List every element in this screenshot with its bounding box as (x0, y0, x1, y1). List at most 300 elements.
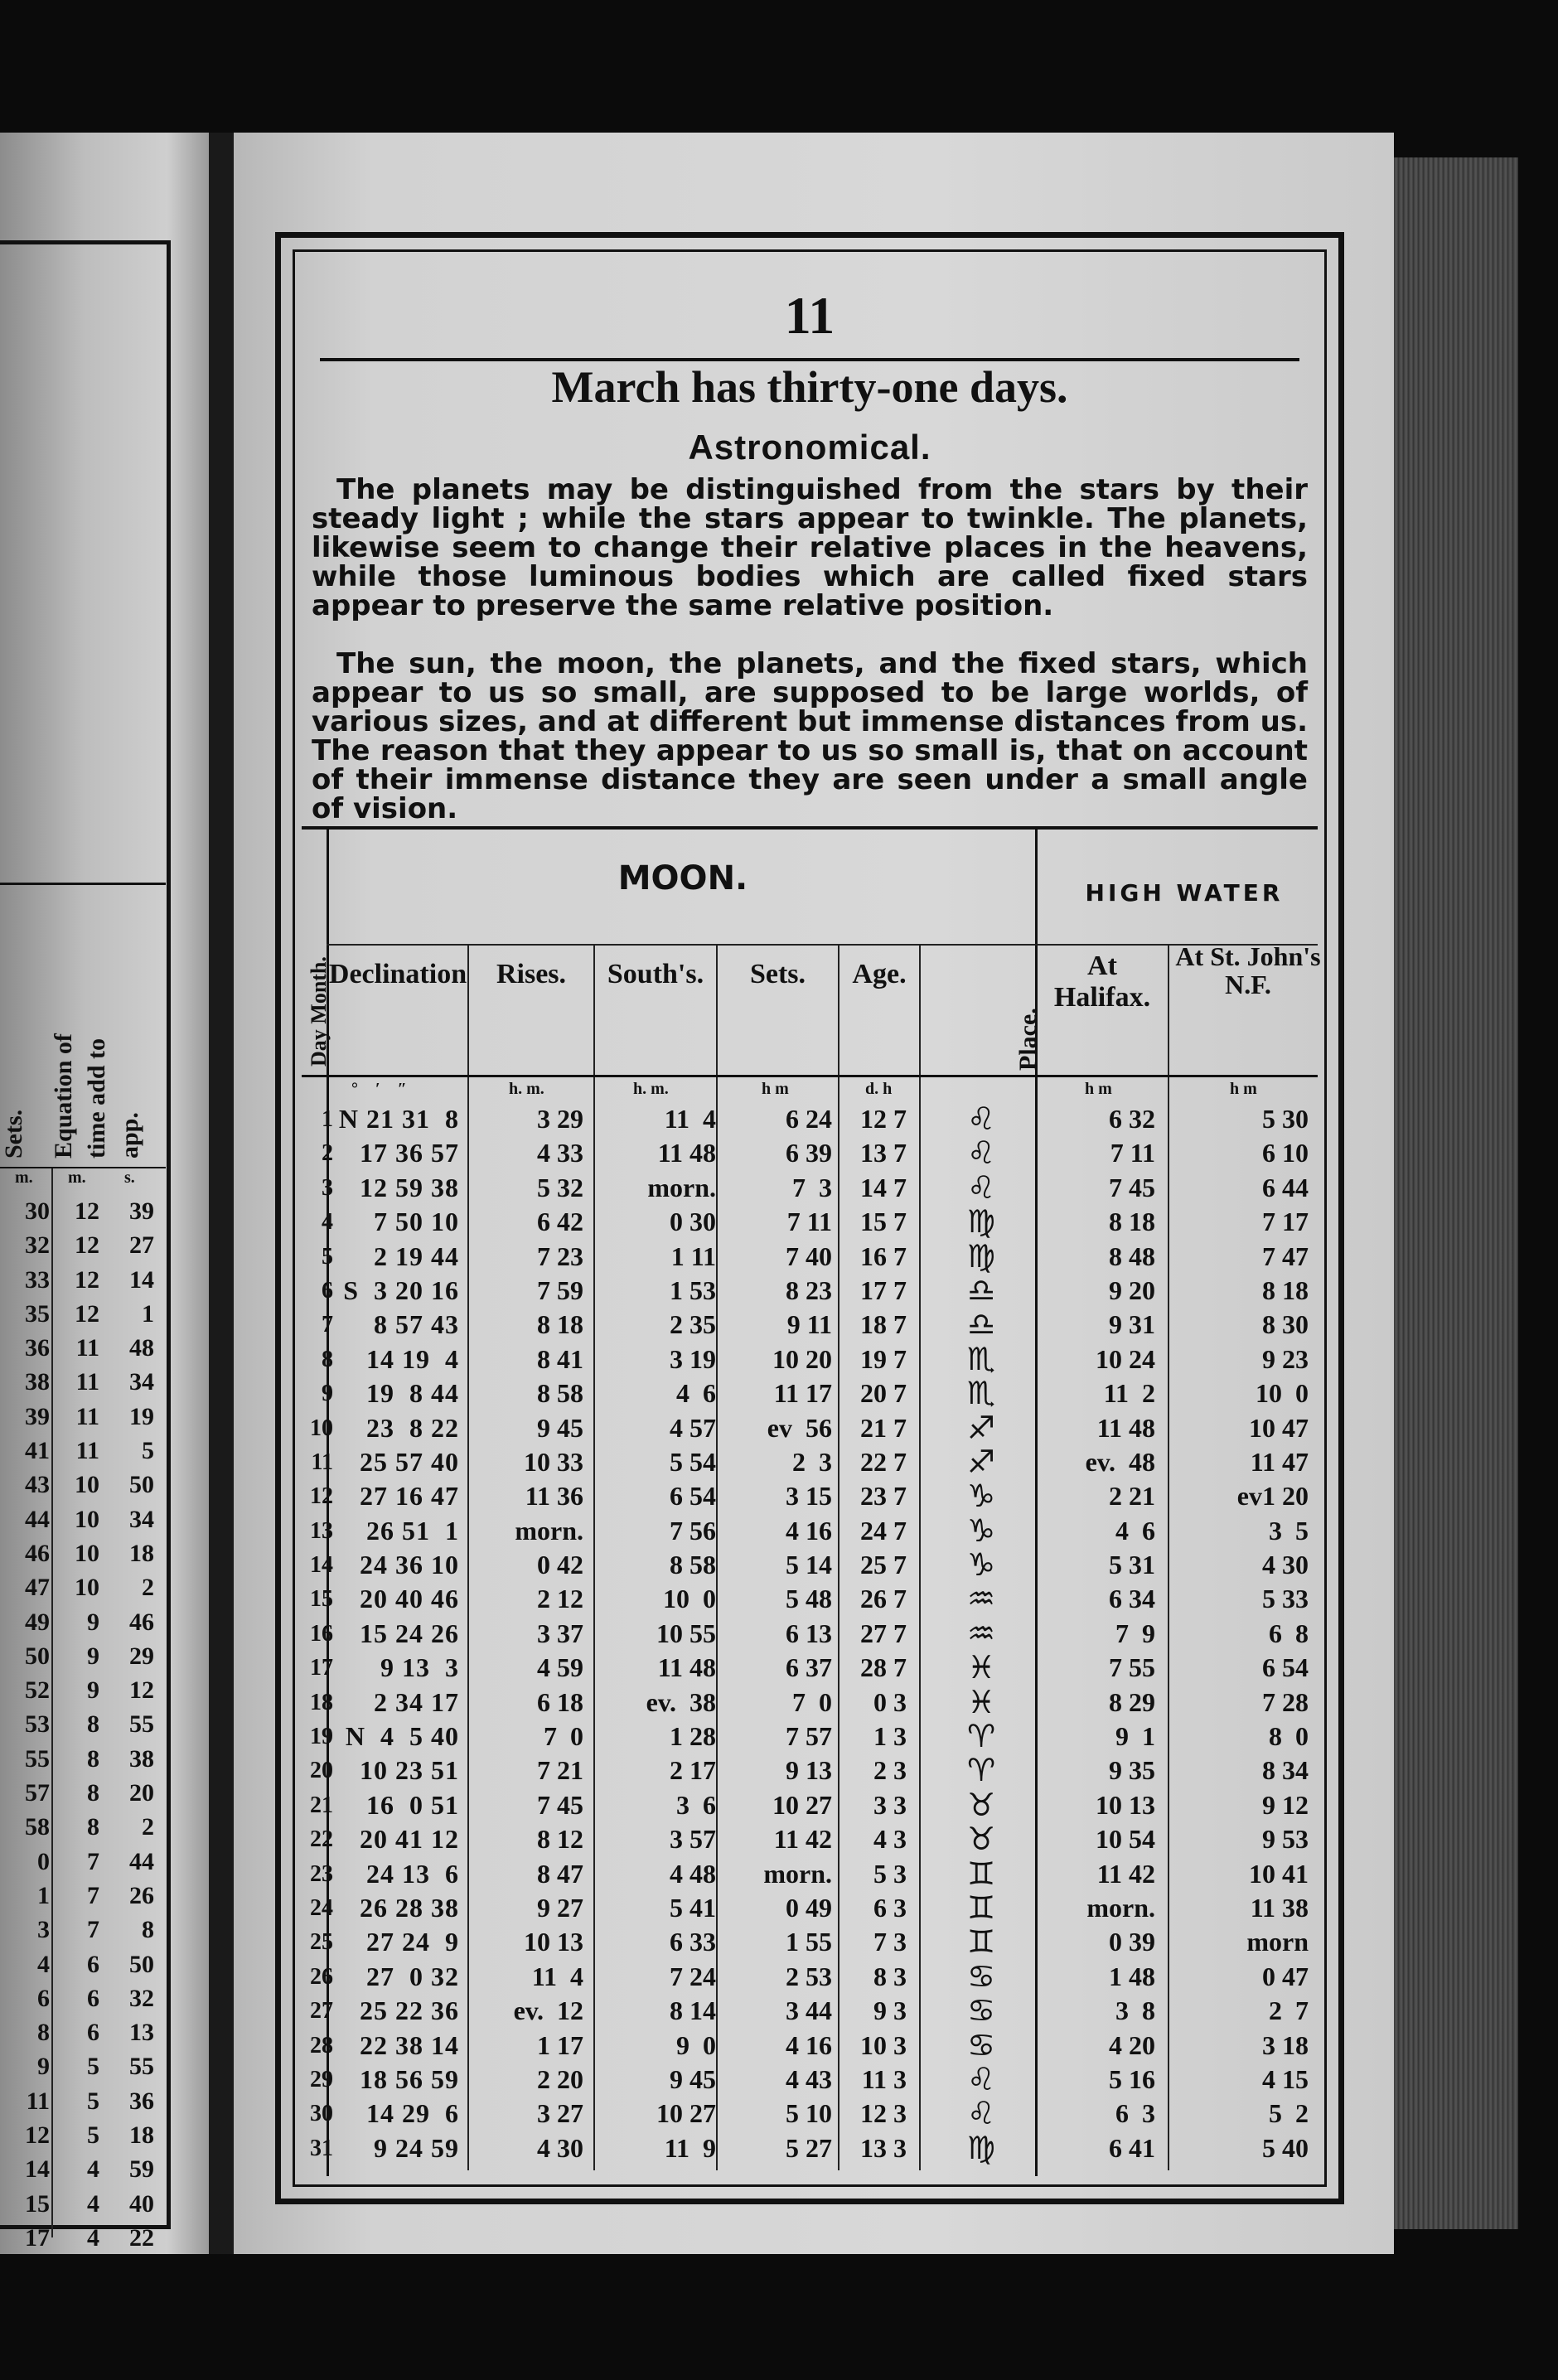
day-cell: 15 (310, 1586, 333, 1613)
rises-cell: 0 42 (537, 1550, 583, 1580)
place-sign-cell: ♌ (966, 1134, 996, 1172)
stjohns-cell: 4 15 (1262, 2063, 1309, 2094)
age-cell: 6 3 (873, 1892, 907, 1923)
day-cell: 27 (310, 1998, 333, 2024)
sets-cell: 6 39 (786, 1138, 832, 1168)
previous-page-cell: 6 (37, 1984, 50, 2012)
previous-page-cell: 49 (25, 1608, 50, 1636)
unit-stjohns: h m (1230, 1080, 1257, 1098)
day-cell: 23 (310, 1860, 333, 1887)
rises-cell: 4 59 (537, 1652, 583, 1683)
declination-cell: 27 16 47 (360, 1481, 459, 1512)
previous-page-row (0, 1368, 166, 1402)
day-cell: 24 (310, 1894, 333, 1921)
previous-page-cell: 15 (25, 2189, 50, 2218)
age-cell: 17 7 (860, 1275, 907, 1305)
day-cell: 21 (310, 1792, 333, 1818)
previous-sets-header: Sets. (0, 1109, 27, 1159)
declination-header: Declination (328, 959, 467, 989)
previous-page-cell: 5 (142, 1437, 154, 1465)
table-row (302, 1788, 1318, 1822)
previous-page-cell: 8 (87, 1744, 99, 1773)
souths-cell: 1 53 (670, 1275, 716, 1305)
day-cell: 9 (322, 1381, 333, 1407)
declination-cell: 8 57 43 (374, 1309, 459, 1340)
rises-cell: 6 42 (537, 1207, 583, 1237)
previous-page-row (0, 1403, 166, 1437)
stjohns-header: At St. John's N.F. (1175, 941, 1321, 999)
table-row (302, 1754, 1318, 1787)
souths-cell: 2 35 (670, 1309, 716, 1340)
halifax-cell: 9 20 (1109, 1275, 1155, 1305)
souths-cell: 8 58 (670, 1550, 716, 1580)
souths-cell: 8 14 (670, 1995, 716, 2026)
declination-cell: 10 23 51 (360, 1755, 459, 1786)
declination-cell: 15 24 26 (360, 1618, 459, 1648)
sets-cell: 7 3 (792, 1172, 832, 1202)
age-cell: 25 7 (860, 1550, 907, 1580)
sets-cell: 5 27 (786, 2132, 832, 2163)
table-row (302, 1925, 1318, 1959)
previous-page-row (0, 1951, 166, 1985)
halifax-cell: 8 48 (1109, 1241, 1155, 1271)
place-sign-cell: ♊ (966, 1889, 996, 1926)
sets-cell: 5 48 (786, 1584, 832, 1614)
previous-page-cell: 30 (25, 1197, 50, 1225)
stjohns-cell: 5 2 (1269, 2098, 1309, 2129)
previous-page-row (0, 1916, 166, 1950)
sets-cell: 2 3 (792, 1446, 832, 1477)
rises-cell: 4 33 (537, 1138, 583, 1168)
age-cell: 21 7 (860, 1412, 907, 1443)
sets-cell: 5 10 (786, 2098, 832, 2129)
sets-cell: 5 14 (786, 1550, 832, 1580)
declination-cell: 12 59 38 (360, 1172, 459, 1202)
day-cell: 1 (322, 1106, 333, 1132)
previous-page-row (0, 1574, 166, 1608)
previous-page-row (0, 1676, 166, 1710)
souths-cell: 3 19 (670, 1343, 716, 1374)
day-cell: 10 (310, 1415, 333, 1441)
rises-cell: 10 33 (524, 1446, 583, 1477)
previous-page-cell: 4 (37, 1950, 50, 1978)
previous-page-cell: 1 (37, 1881, 50, 1909)
previous-page-cell: 36 (25, 1334, 50, 1362)
day-cell: 19 (310, 1724, 333, 1750)
stjohns-cell: 8 18 (1262, 1275, 1309, 1305)
stjohns-cell: 6 10 (1262, 1138, 1309, 1168)
table-row (302, 1102, 1318, 1136)
declination-cell: 27 0 32 (366, 1961, 459, 1991)
stjohns-cell: 3 5 (1269, 1515, 1309, 1546)
place-sign-cell: ♍ (966, 1203, 996, 1241)
halifax-cell: 4 6 (1115, 1515, 1155, 1546)
souths-cell: 9 0 (676, 2029, 716, 2060)
previous-page-cell: 50 (129, 1950, 154, 1978)
declination-cell: 2 34 17 (374, 1686, 459, 1717)
age-cell: 22 7 (860, 1446, 907, 1477)
day-cell: 7 (322, 1312, 333, 1338)
previous-unit-sets: m. (15, 1168, 33, 1187)
day-cell: 16 (310, 1620, 333, 1647)
previous-page-cell: 6 (87, 2019, 99, 2047)
rises-cell: 3 29 (537, 1104, 583, 1134)
book-page-edges (1394, 157, 1518, 2229)
rises-cell: morn. (515, 1515, 583, 1546)
table-row (302, 1479, 1318, 1513)
previous-page-cell: 58 (25, 1813, 50, 1841)
previous-page-cell: 8 (87, 1779, 99, 1807)
previous-page-cell: 43 (25, 1471, 50, 1499)
table-row (302, 1822, 1318, 1856)
age-cell: 15 7 (860, 1207, 907, 1237)
previous-page-cell: 11 (75, 1368, 99, 1396)
paragraph-sun-moon: The sun, the moon, the planets, and the fixed stars, which appear to us so small, are supposed to be large worlds, of various sizes, and at different but immense distances from us. The reason that they appear to us so small is, that on account of their immense distance they are seen under a small angle of vision. (312, 647, 1308, 825)
previous-page-cell: 40 (129, 2189, 154, 2218)
stjohns-cell: 10 47 (1249, 1412, 1309, 1443)
halifax-cell: 7 11 (1110, 1138, 1155, 1168)
souths-cell: 6 54 (670, 1481, 716, 1512)
previous-page-row (0, 1540, 166, 1574)
place-sign-cell: ♋ (966, 1957, 996, 1995)
day-cell: 25 (310, 1929, 333, 1956)
previous-page-cell: 32 (129, 1984, 154, 2012)
book-gutter (209, 133, 234, 2254)
souths-cell: 7 56 (670, 1515, 716, 1546)
stjohns-cell: 9 12 (1262, 1789, 1309, 1820)
previous-page-cell: 27 (129, 1231, 154, 1260)
previous-page-cell: 10 (75, 1471, 99, 1499)
declination-cell: 18 56 59 (360, 2063, 459, 2094)
declination-cell: 26 28 38 (360, 1892, 459, 1923)
table-row (302, 1445, 1318, 1479)
table-row (302, 1136, 1318, 1170)
stjohns-cell: morn (1246, 1927, 1309, 1957)
halifax-header: At Halifax. (1053, 951, 1151, 1013)
previous-page-units (0, 1168, 166, 1193)
sets-cell: 7 57 (786, 1721, 832, 1752)
previous-page-row (0, 1882, 166, 1916)
day-cell: 13 (310, 1517, 333, 1544)
previous-page-cell: 10 (75, 1505, 99, 1533)
age-cell: 11 3 (861, 2063, 907, 2094)
place-sign-cell: ♑ (966, 1478, 996, 1515)
previous-page-cell: 4 (87, 2223, 99, 2252)
previous-page-cell: 14 (129, 1265, 154, 1294)
previous-page-cell: 9 (87, 1608, 99, 1636)
declination-cell: 20 41 12 (360, 1824, 459, 1855)
previous-page-cell: 9 (87, 1676, 99, 1705)
place-sign-cell: ♒ (966, 1580, 996, 1618)
rises-cell: 3 27 (537, 2098, 583, 2129)
page-inner-frame (293, 249, 1327, 2187)
day-cell: 14 (310, 1552, 333, 1579)
day-cell: 2 (322, 1140, 333, 1167)
place-sign-cell: ♊ (966, 1923, 996, 1961)
previous-page-cell: 57 (25, 1779, 50, 1807)
sets-cell: 4 16 (786, 1515, 832, 1546)
stjohns-cell: 6 44 (1262, 1172, 1309, 1202)
previous-page-cell: 33 (25, 1265, 50, 1294)
previous-page-cell: 39 (129, 1197, 154, 1225)
place-sign-cell: ♈ (966, 1718, 996, 1755)
stjohns-cell: 9 23 (1262, 1343, 1309, 1374)
day-cell: 12 (310, 1483, 333, 1510)
previous-unit-eq-s: s. (124, 1168, 135, 1187)
age-cell: 28 7 (860, 1652, 907, 1683)
previous-page-cell: 44 (25, 1505, 50, 1533)
halifax-cell: 9 1 (1115, 1721, 1155, 1752)
age-cell: 5 3 (873, 1858, 907, 1889)
previous-page-cell: 50 (25, 1642, 50, 1670)
age-cell: 18 7 (860, 1309, 907, 1340)
place-sign-cell: ♑ (966, 1512, 996, 1549)
previous-page-cell: 18 (129, 1539, 154, 1567)
age-cell: 19 7 (860, 1343, 907, 1374)
declination-cell: 19 8 44 (366, 1378, 459, 1409)
previous-page-cell: 14 (25, 2155, 50, 2184)
table-row (302, 1237, 1318, 1275)
declination-cell: 25 57 40 (360, 1446, 459, 1477)
halifax-cell: 7 9 (1115, 1618, 1155, 1648)
place-sign-cell: ♌ (966, 2060, 996, 2097)
stjohns-cell: 5 30 (1262, 1104, 1309, 1134)
declination-cell: 9 13 3 (380, 1652, 459, 1683)
previous-page-cell: 2 (142, 1813, 154, 1841)
previous-page-row (0, 2155, 166, 2189)
place-sign-cell: ♎ (966, 1271, 996, 1309)
rises-cell: 7 23 (537, 1241, 583, 1271)
day-of-month-header: Day Month. (307, 956, 331, 1067)
stjohns-cell: 7 47 (1262, 1241, 1309, 1271)
stjohns-cell: 8 0 (1269, 1721, 1309, 1752)
previous-equation-header-line1: Equation of (50, 1033, 77, 1159)
unit-halifax: h m (1085, 1080, 1112, 1098)
rises-cell: 6 18 (537, 1686, 583, 1717)
declination-cell: 9 24 59 (374, 2132, 459, 2163)
stjohns-cell: 6 8 (1269, 1618, 1309, 1648)
day-cell: 6 (322, 1277, 333, 1304)
place-sign-cell: ♌ (966, 1101, 996, 1137)
place-sign-cell: ♏ (966, 1340, 996, 1377)
previous-page-cell: 7 (87, 1881, 99, 1909)
day-cell: 29 (310, 2066, 333, 2092)
halifax-cell: 11 2 (1103, 1378, 1155, 1409)
previous-page-row (0, 2053, 166, 2087)
rises-cell: 10 13 (524, 1927, 583, 1957)
halifax-cell: 5 16 (1109, 2063, 1155, 2094)
declination-cell: 2 19 44 (374, 1241, 459, 1271)
previous-page-cell: 3 (37, 1916, 50, 1944)
declination-cell: 7 50 10 (374, 1207, 459, 1237)
previous-page-cell: 41 (25, 1437, 50, 1465)
almanac-page (234, 133, 1394, 2254)
previous-page-cell: 47 (25, 1574, 50, 1602)
table-row (302, 1891, 1318, 1925)
sets-cell: 11 42 (773, 1824, 832, 1855)
rises-cell: 8 58 (537, 1378, 583, 1409)
sets-header: Sets. (749, 959, 806, 989)
rises-cell: 8 18 (537, 1309, 583, 1340)
age-cell: 26 7 (860, 1584, 907, 1614)
page-number: 11 (784, 286, 835, 345)
previous-page-row (0, 1197, 166, 1231)
declination-cell: 25 22 36 (360, 1995, 459, 2026)
sets-cell: 9 11 (786, 1309, 832, 1340)
previous-page-cell: 19 (129, 1402, 154, 1430)
previous-page-row (0, 1471, 166, 1505)
previous-page-cell: 26 (129, 1881, 154, 1909)
sets-cell: 7 11 (786, 1207, 832, 1237)
place-sign-cell: ♓ (966, 1683, 996, 1720)
previous-page-cell: 8 (87, 1710, 99, 1739)
halifax-cell: 6 34 (1109, 1584, 1155, 1614)
previous-page-cell: 29 (129, 1642, 154, 1670)
previous-page-cell: 11 (26, 2087, 50, 2115)
souths-cell: ev. 38 (646, 1686, 716, 1717)
souths-cell: 11 9 (664, 2132, 716, 2163)
age-cell: 1 3 (873, 1721, 907, 1752)
souths-cell: 10 27 (656, 2098, 716, 2129)
halifax-cell: 6 3 (1115, 2098, 1155, 2129)
previous-page-cell: 34 (129, 1505, 154, 1533)
previous-page-row (0, 1779, 166, 1813)
halifax-cell: 10 13 (1096, 1789, 1155, 1820)
previous-equation-header-line2: time add to (83, 1038, 110, 1159)
souths-cell: 6 33 (670, 1927, 716, 1957)
halifax-cell: 7 45 (1109, 1172, 1155, 1202)
previous-page-cell: 32 (25, 1231, 50, 1260)
place-sign-cell: ♍ (966, 2129, 996, 2166)
previous-page-cell: 5 (87, 2053, 99, 2081)
previous-page-row (0, 2121, 166, 2155)
stjohns-cell: 11 47 (1250, 1446, 1309, 1477)
place-sign-cell: ♋ (966, 1992, 996, 2029)
previous-page-cell: 1 (142, 1299, 154, 1328)
previous-page-cell: 55 (25, 1744, 50, 1773)
previous-page-cell: 44 (129, 1847, 154, 1875)
previous-page-cell: 5 (87, 2121, 99, 2150)
souths-cell: 11 48 (657, 1652, 716, 1683)
sets-cell: morn. (763, 1858, 832, 1889)
table-row (302, 2097, 1318, 2131)
previous-page-cell: 46 (129, 1608, 154, 1636)
previous-page-cell: 48 (129, 1334, 154, 1362)
souths-cell: 3 6 (676, 1789, 716, 1820)
unit-age: d. h (865, 1080, 893, 1098)
age-cell: 0 3 (873, 1686, 907, 1717)
table-row (302, 1683, 1318, 1720)
age-cell: 13 7 (860, 1138, 907, 1168)
previous-page-cell: 12 (75, 1299, 99, 1328)
previous-page-cell: 7 (87, 1916, 99, 1944)
previous-page-row (0, 1985, 166, 2019)
sets-cell: 9 13 (786, 1755, 832, 1786)
souths-header: South's. (607, 959, 704, 989)
previous-page-cell: 34 (129, 1368, 154, 1396)
previous-page-cell: 38 (129, 1744, 154, 1773)
previous-page-cell: 39 (25, 1402, 50, 1430)
table-row (302, 1582, 1318, 1616)
place-sign-cell: ♎ (966, 1306, 996, 1343)
declination-cell: 20 40 46 (360, 1584, 459, 1614)
previous-unit-eq-m: m. (68, 1168, 86, 1187)
previous-page-cell: 12 (75, 1197, 99, 1225)
stjohns-cell: 10 41 (1249, 1858, 1309, 1889)
sets-cell: 1 55 (786, 1927, 832, 1957)
rises-cell: 5 32 (537, 1172, 583, 1202)
table-row (302, 1957, 1318, 1995)
halifax-cell: ev. 48 (1085, 1446, 1155, 1477)
previous-page-row (0, 1710, 166, 1744)
previous-page-cell: 38 (25, 1368, 50, 1396)
souths-cell: 4 48 (670, 1858, 716, 1889)
age-cell: 20 7 (860, 1378, 907, 1409)
previous-page-cell: 9 (87, 1642, 99, 1670)
table-row (302, 2131, 1318, 2165)
previous-page-row (0, 1848, 166, 1882)
place-sign-cell: ♌ (966, 1168, 996, 1206)
halifax-cell: 6 32 (1109, 1104, 1155, 1134)
previous-page-cell: 50 (129, 1471, 154, 1499)
rises-cell: 2 20 (537, 2063, 583, 2094)
previous-page-cell: 4 (87, 2155, 99, 2184)
age-cell: 27 7 (860, 1618, 907, 1648)
previous-page-cell: 59 (129, 2155, 154, 2184)
day-cell: 5 (322, 1243, 333, 1270)
moon-table (302, 826, 1321, 2176)
day-cell: 28 (310, 2032, 333, 2058)
rises-cell: 1 17 (537, 2029, 583, 2060)
previous-page-cell: 0 (37, 1847, 50, 1875)
previous-page-cell: 46 (25, 1539, 50, 1567)
souths-cell: 11 4 (664, 1104, 716, 1134)
previous-page-cell: 6 (87, 1984, 99, 2012)
previous-page-cell: 35 (25, 1299, 50, 1328)
stjohns-cell: 11 38 (1250, 1892, 1309, 1923)
declination-cell: 26 51 1 (366, 1515, 459, 1546)
souths-cell: 0 30 (670, 1207, 716, 1237)
day-cell: 31 (310, 2135, 333, 2161)
age-cell: 14 7 (860, 1172, 907, 1202)
sets-cell: 4 16 (786, 2029, 832, 2060)
previous-page-row (0, 1437, 166, 1471)
stjohns-cell: ev1 20 (1236, 1481, 1309, 1512)
previous-page-cell: 55 (129, 2053, 154, 2081)
halifax-cell: 9 31 (1109, 1309, 1155, 1340)
souths-cell: morn. (647, 1172, 716, 1202)
declination-cell: 24 36 10 (360, 1550, 459, 1580)
sets-cell: 6 13 (786, 1618, 832, 1648)
place-sign-cell: ♊ (966, 1855, 996, 1892)
age-cell: 23 7 (860, 1481, 907, 1512)
page-title: March has thirty-one days. (551, 362, 1068, 412)
souths-cell: 10 0 (663, 1584, 716, 1614)
place-sign-cell: ♒ (966, 1614, 996, 1652)
declination-cell: 17 36 57 (360, 1138, 459, 1168)
halifax-cell: morn. (1086, 1892, 1155, 1923)
declination-cell: N 21 31 8 (338, 1104, 459, 1134)
day-cell: 22 (310, 1826, 333, 1853)
previous-page-cell: 11 (75, 1437, 99, 1465)
place-sign-cell: ♑ (966, 1546, 996, 1584)
declination-cell: 27 24 9 (366, 1927, 459, 1957)
place-sign-cell: ♋ (966, 2026, 996, 2063)
souths-cell: 11 48 (657, 1138, 716, 1168)
stjohns-cell: 8 34 (1262, 1755, 1309, 1786)
age-cell: 7 3 (873, 1927, 907, 1957)
high-water-group-header: HIGH WATER (1085, 879, 1284, 907)
